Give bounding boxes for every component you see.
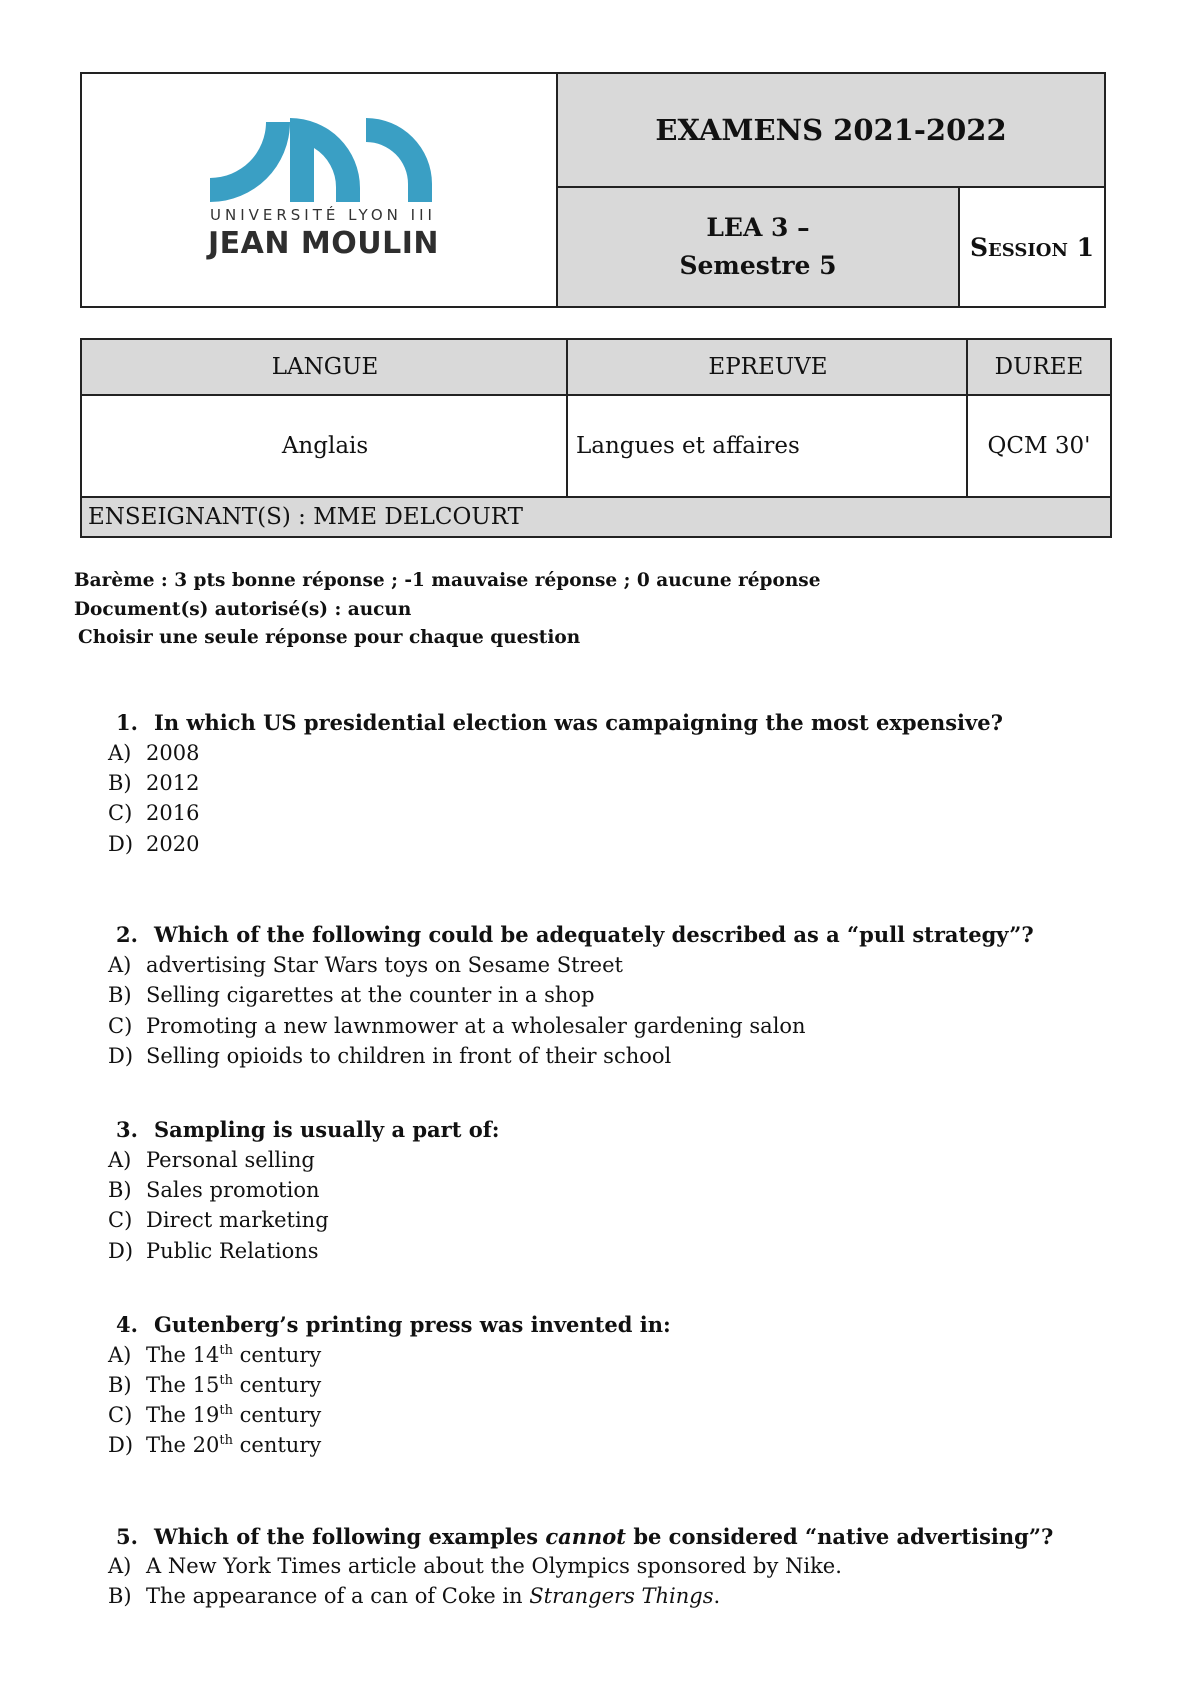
question-1 [116, 710, 1003, 735]
teacher-row: ENSEIGNANT(S) : MME DELCOURT [82, 498, 1110, 536]
option-5b: B) The appearance of a can of Coke in Strangers Things. [108, 1584, 721, 1608]
logo-subtitle: UNIVERSITÉ LYON III [210, 206, 436, 224]
option-4b: B) The 15th century [108, 1373, 322, 1397]
answer-instruction: Choisir une seule réponse pour chaque question [78, 627, 581, 648]
option-1b: B) 2012 [108, 771, 200, 795]
option-3b: B) Sales promotion [108, 1178, 320, 1202]
university-logo-icon [210, 118, 432, 202]
question-emphasis: cannot [545, 1524, 627, 1549]
option-1d: D) 2020 [108, 832, 200, 856]
option-2c: C) Promoting a new lawnmower at a wholesaler gardening salon [108, 1014, 806, 1038]
question-5: 5. Which of the following examples cannot be considered “native advertising”? [116, 1524, 1054, 1549]
exam-title: EXAMENS 2021-2022 [558, 74, 1104, 188]
option-1a: A) 2008 [108, 741, 200, 765]
option-2a: A) advertising Star Wars toys on Sesame Street [108, 953, 623, 977]
table-divider [82, 496, 1110, 498]
logo-arc-right [366, 118, 432, 202]
program-cell [558, 188, 960, 306]
logo-arc-middle [290, 118, 360, 202]
option-4d: D) The 20th century [108, 1433, 322, 1457]
table-divider [82, 394, 1110, 396]
table-divider [966, 340, 968, 496]
exam-header [80, 72, 1106, 308]
exam-info-table [80, 338, 1112, 538]
question-number: 2. [116, 922, 138, 947]
program-line-1: LEA 3 – [706, 213, 810, 242]
header-duree: DUREE [968, 340, 1110, 394]
option-3a: A) Personal selling [108, 1148, 315, 1172]
question-4 [116, 1312, 671, 1337]
question-text: In which US presidential election was campaigning the most expensive? [154, 710, 1003, 735]
option-4a: A) The 14th century [108, 1343, 322, 1367]
question-text: Which of the following examples [154, 1524, 546, 1549]
question-number: 1. [116, 710, 138, 735]
logo-arc-left [210, 122, 290, 202]
question-text: Which of the following could be adequately described as a “pull strategy”? [154, 922, 1034, 947]
question-text: Sampling is usually a part of: [154, 1117, 500, 1142]
table-divider [566, 340, 568, 496]
option-1c: C) 2016 [108, 801, 200, 825]
question-number: 3. [116, 1117, 138, 1142]
option-2d: D) Selling opioids to children in front of their school [108, 1044, 672, 1068]
value-langue: Anglais [281, 433, 369, 459]
option-3d: D) Public Relations [108, 1239, 319, 1263]
university-logo-panel [82, 74, 558, 306]
header-epreuve: EPREUVE [568, 340, 968, 394]
question-2 [116, 922, 1034, 947]
value-epreuve: Langues et affaires [576, 433, 800, 459]
option-5a: A) A New York Times article about the Olympics sponsored by Nike. [108, 1554, 842, 1578]
option-3c: C) Direct marketing [108, 1208, 329, 1232]
question-number: 5. [116, 1524, 138, 1549]
program-line-2: Semestre 5 [679, 251, 837, 280]
grading-instruction: Barème : 3 pts bonne réponse ; -1 mauvaise réponse ; 0 aucune réponse [74, 570, 821, 591]
question-3 [116, 1117, 500, 1142]
question-text: Gutenberg’s printing press was invented in: [154, 1312, 671, 1337]
value-duree: QCM 30' [987, 433, 1091, 459]
header-langue: LANGUE [82, 340, 568, 394]
documents-instruction: Document(s) autorisé(s) : aucun [74, 599, 412, 620]
option-4c: C) The 19th century [108, 1403, 322, 1427]
option-2b: B) Selling cigarettes at the counter in a shop [108, 983, 595, 1007]
session-label: Session 1 [960, 188, 1104, 306]
logo-name: JEAN MOULIN [208, 226, 440, 261]
question-number: 4. [116, 1312, 138, 1337]
